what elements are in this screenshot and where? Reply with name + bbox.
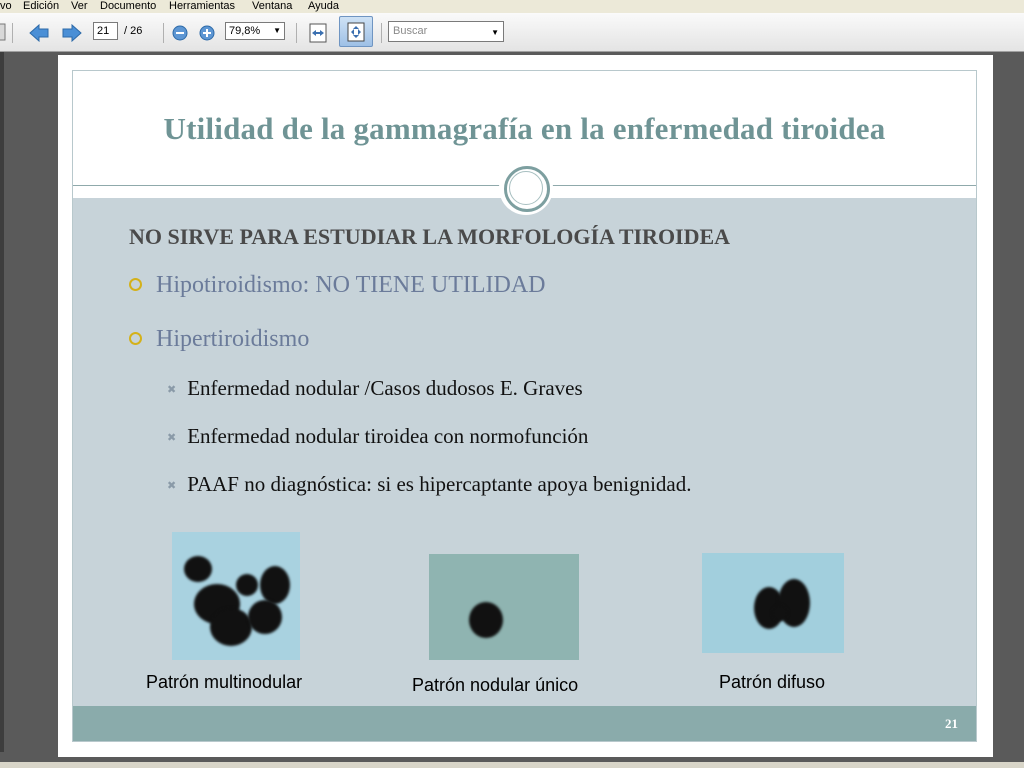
- toolbar-separator: [296, 23, 297, 43]
- sub-bullet-text: Enfermedad nodular tiroidea con normofunción: [187, 424, 589, 448]
- search-input[interactable]: [388, 21, 504, 42]
- navigation-panel-edge[interactable]: [0, 52, 4, 752]
- menu-item-ver[interactable]: Ver: [71, 0, 88, 12]
- menu-item-documento[interactable]: Documento: [100, 0, 157, 12]
- zoom-out-icon[interactable]: [171, 24, 189, 42]
- zoom-value: 79,8%: [229, 25, 261, 37]
- search-placeholder: Buscar: [393, 25, 428, 37]
- caption-nodular-unico: Patrón nodular único: [412, 675, 579, 695]
- fit-width-icon[interactable]: [307, 22, 329, 44]
- menu-item-herramientas[interactable]: Herramientas: [169, 0, 236, 12]
- cross-bullet-icon: ✖: [167, 480, 177, 492]
- fit-page-icon: [345, 21, 367, 43]
- slide-footer: [73, 706, 976, 741]
- document-background: [993, 52, 1024, 762]
- menu-item-ayuda[interactable]: Ayuda: [308, 0, 339, 12]
- caption-difuso: Patrón difuso: [719, 672, 826, 692]
- caption-multinodular: Patrón multinodular: [146, 672, 303, 692]
- scan-image-difuso: [702, 553, 844, 653]
- circle-ornament-icon: [504, 166, 550, 212]
- fit-page-button[interactable]: [339, 16, 373, 47]
- bullet-text: Hipotiroidismo: NO TIENE UTILIDAD: [156, 272, 546, 298]
- zoom-select[interactable]: [225, 22, 285, 40]
- toolbar: [0, 13, 1024, 52]
- toolbar-separator: [163, 23, 164, 43]
- forward-arrow-icon[interactable]: [61, 22, 83, 44]
- status-bar: [0, 762, 1024, 768]
- bullet-text: Hipertiroidismo: [156, 326, 310, 352]
- sub-bullet-item: [167, 472, 692, 497]
- sub-bullet-item: [167, 424, 588, 449]
- document-icon[interactable]: [0, 21, 8, 43]
- scan-image-multinodular: [172, 532, 300, 660]
- menu-item-edicion[interactable]: Edición: [23, 0, 60, 12]
- chevron-down-icon: ▼: [273, 26, 281, 35]
- page-count: / 26: [124, 25, 143, 37]
- slide-content: [73, 198, 976, 708]
- scan-image-nodular-unico: [429, 554, 579, 660]
- toolbar-separator: [381, 23, 382, 43]
- zoom-in-icon[interactable]: [198, 24, 216, 42]
- chevron-down-icon: ▼: [491, 28, 499, 37]
- toolbar-separator: [12, 23, 13, 43]
- page-number-input[interactable]: 21: [93, 22, 118, 40]
- bullet-item: [129, 326, 309, 353]
- sub-bullet-text: PAAF no diagnóstica: si es hipercaptante apoya benignidad.: [187, 472, 692, 496]
- back-arrow-icon[interactable]: [28, 22, 50, 44]
- slide-title: Utilidad de la gammagrafía en la enfermedad tiroidea: [163, 111, 886, 146]
- cross-bullet-icon: ✖: [167, 432, 177, 444]
- menu-bar: [0, 0, 1024, 13]
- document-page: [58, 55, 993, 757]
- bullet-item: [129, 272, 546, 299]
- cross-bullet-icon: ✖: [167, 384, 177, 396]
- bullet-ring-icon: [129, 278, 142, 291]
- slide: [72, 70, 977, 742]
- sub-bullet-text: Enfermedad nodular /Casos dudosos E. Graves: [187, 376, 583, 400]
- menu-item-ventana[interactable]: Ventana: [252, 0, 293, 12]
- slide-heading: NO SIRVE PARA ESTUDIAR LA MORFOLOGÍA TIROIDEA: [129, 224, 731, 249]
- sub-bullet-item: [167, 376, 583, 401]
- bullet-ring-icon: [129, 332, 142, 345]
- slide-number: 21: [945, 716, 958, 731]
- menu-item-archivo[interactable]: vo: [0, 0, 12, 12]
